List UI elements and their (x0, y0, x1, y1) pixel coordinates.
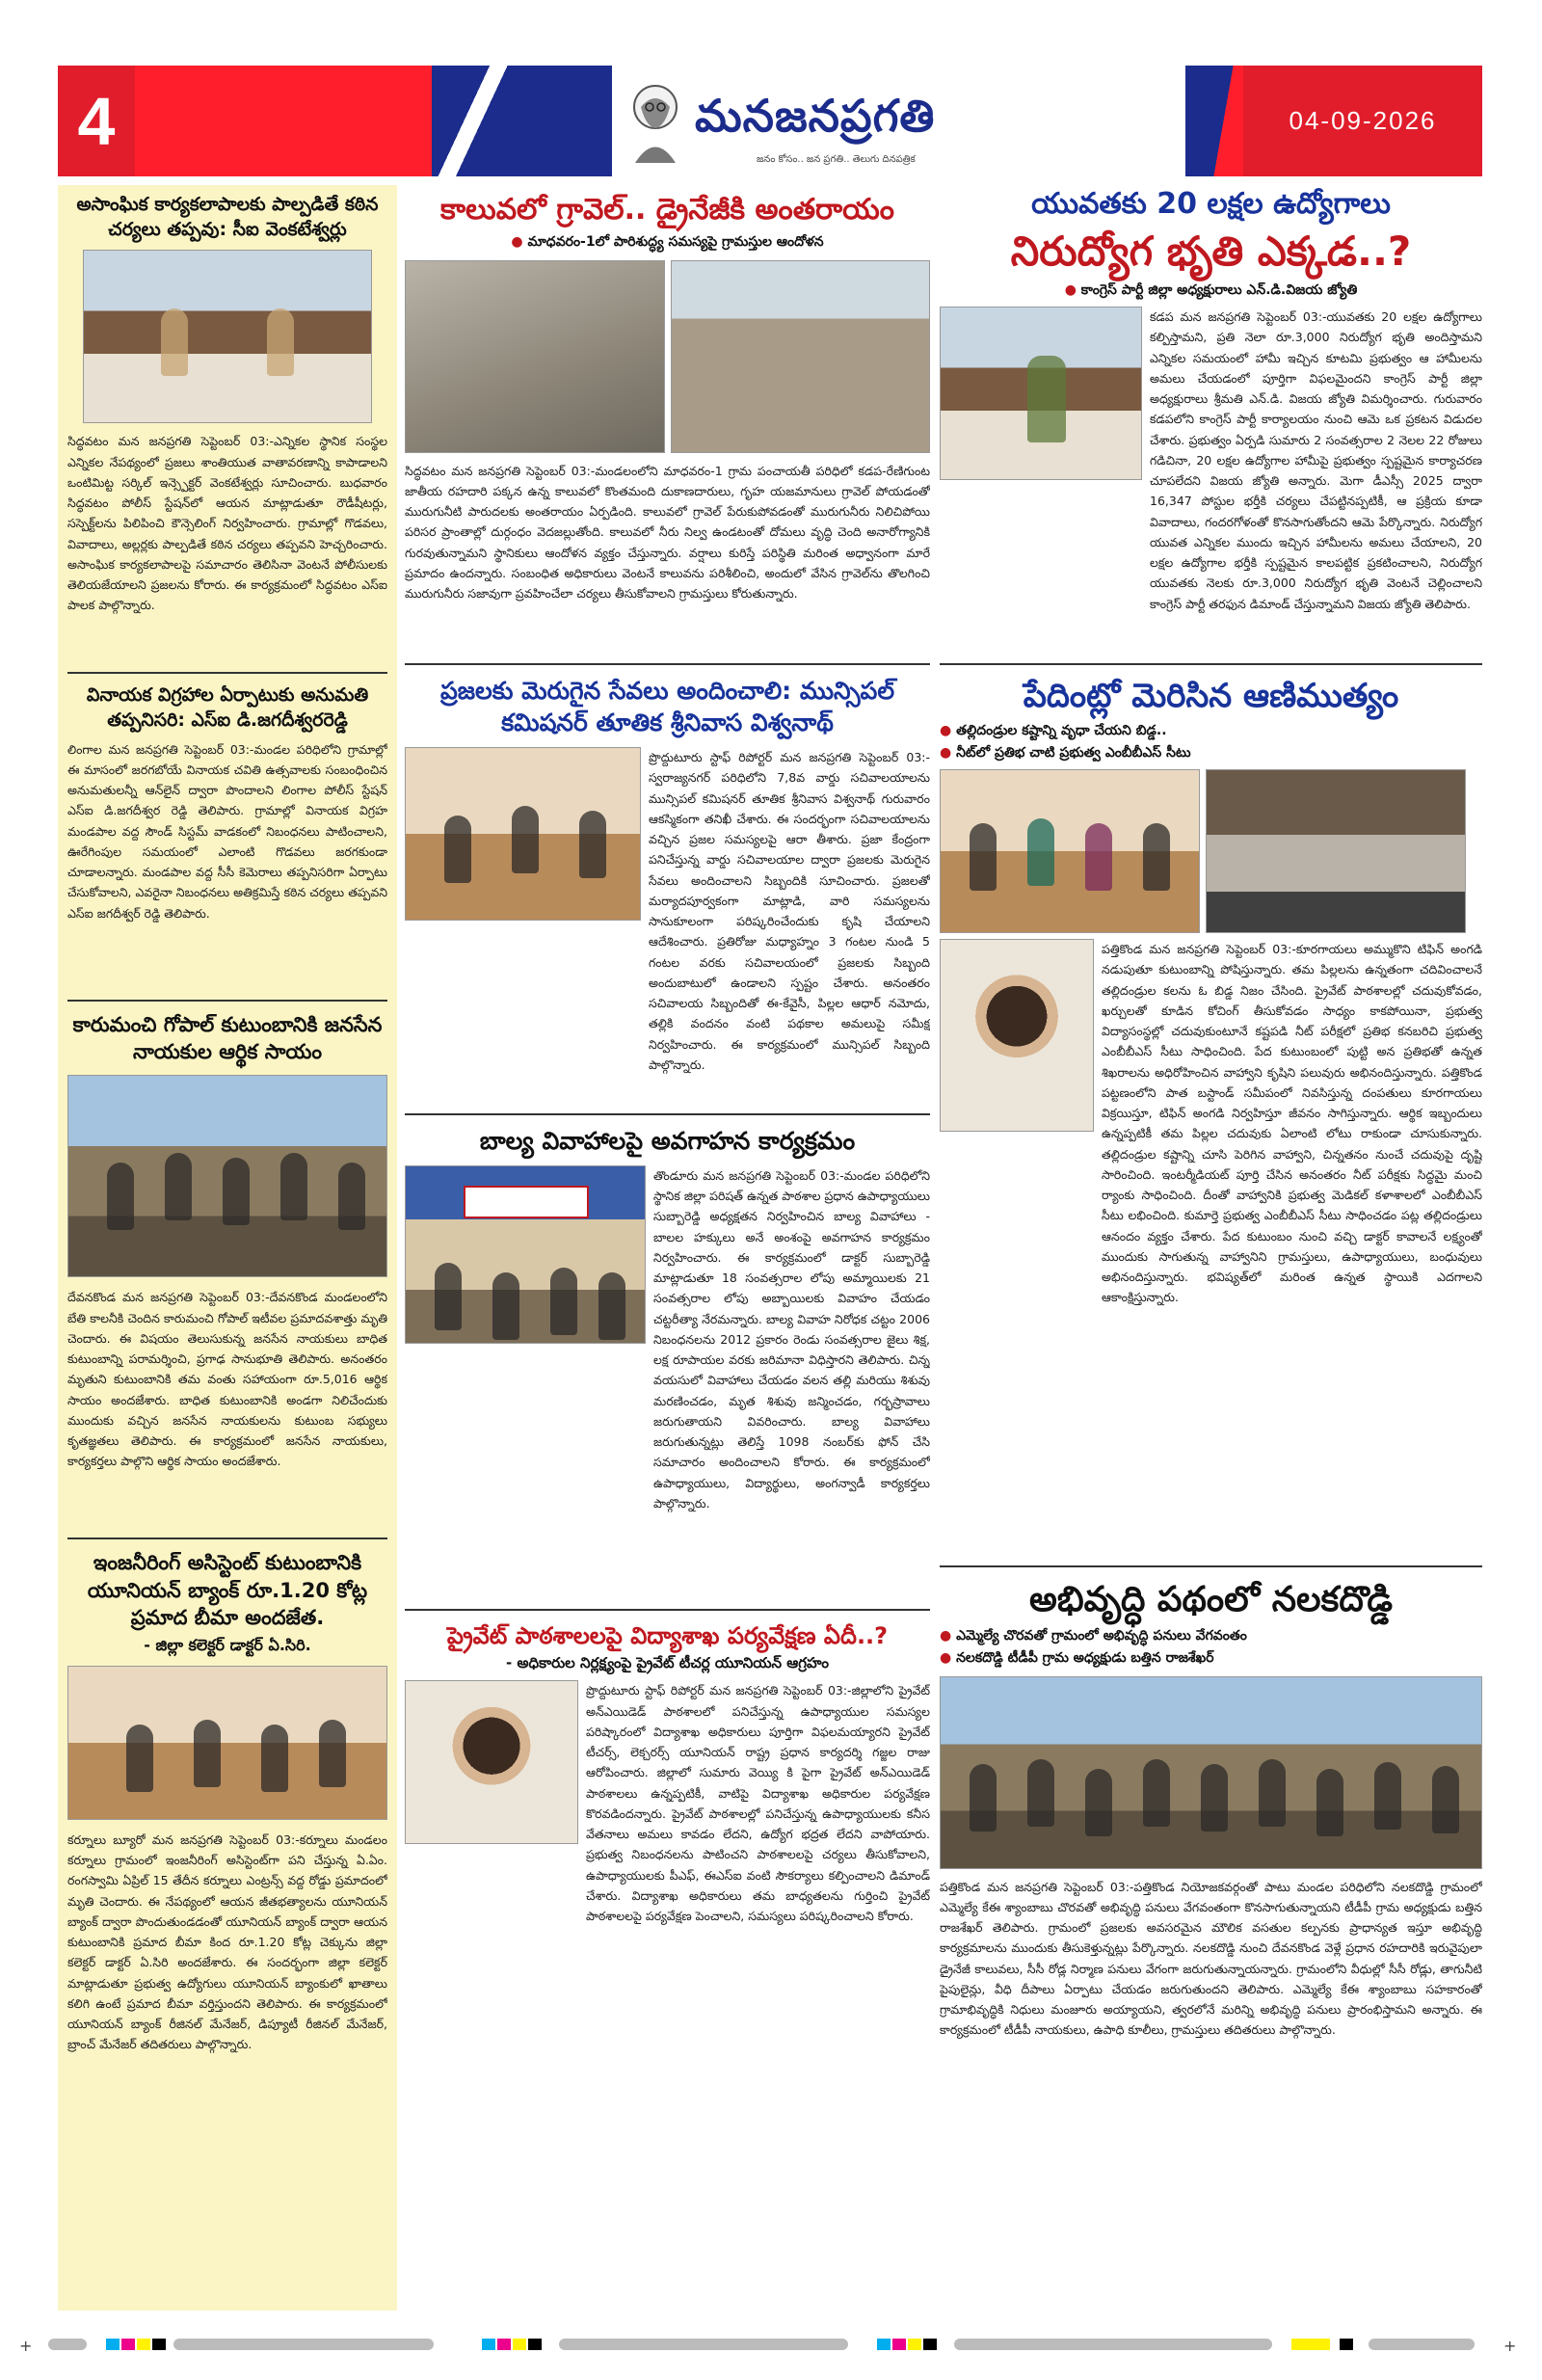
headline: కారుమంచి గోపాల్ కుటుంబానికి జనసేన నాయకుల ఆర్థిక సాయం (72, 1012, 383, 1063)
article-child-marriage (405, 1125, 930, 1599)
article-photo-student (940, 939, 1094, 1132)
article-photo (940, 307, 1142, 480)
article-photo-right (671, 260, 931, 453)
article-body: ప్రొద్దుటూరు స్టాఫ్ రిపోర్టర్ మన జనప్రగతి సెప్టెంబర్ 03:-జిల్లాలోని ప్రైవేట్ అన్ఎయిడెడ్ పాఠశాలలో పనిచేస్తున్న ఉపాధ్యాయుల సమస్యల పరిష్కారంలో విద్యాశాఖ అధికారులు పూర్తిగా విఫలమయ్యారని ప్రైవేట్ టీచర్స్, లెక్చరర్స్ యూనియన్ రాష్ట్ర ప్రధాన కార్యదర్శి గజ్జల రాజు ఆరోపించారు. జిల్లాలో సుమారు వెయ్యి కి పైగా ప్రైవేట్ అన్ఎయిడెడ్ పాఠశాలలు ఉన్నప్పటికీ, వాటిపై విద్యాశాఖ అధికారుల పర్యవేక్షణ కొరవడిందన్నారు. ప్రైవేట్ పాఠశాలల్లో పనిచేస్తున్న ఉపాధ్యాయులకు కనీస వేతనాలు అమలు కావడం లేదని, ఉద్యోగ భద్రత లేదని వాపోయారు. ప్రభుత్వ నిబంధనలను పాటించని పాఠశాలలపై చర్యలు తీసుకోవాలని, ఉపాధ్యాయులకు పీఎఫ్, ఈఎస్ఐ వంటి సౌకర్యాలు కల్పించాలని డిమాండ్ చేశారు. విద్యాశాఖ అధికారులు తమ బాధ్యతలను గుర్తించి ప్రైవేట్ పాఠశాలలపై పర్యవేక్షణ పెంచాలని, సమస్యలు పరిష్కరించాలని కోరారు. (586, 1683, 930, 1924)
sub-headline-1: ● ఎమ్మెల్యే చొరవతో గ్రామంలో అభివృద్ధి పనులు వేగవంతం (940, 1628, 1482, 1646)
headline: ప్రజలకు మెరుగైన సేవలు అందించాలి: మున్సిపల్ కమిషనర్ తూతిక శ్రీనివాస విశ్వనాథ్ (439, 676, 895, 737)
article-photo (405, 1165, 646, 1344)
headline: అసాంఘిక కార్యకలాపాలకు పాల్పడితే కఠిన చర్యలు తప్పవు: సీఐ వెంకటేశ్వర్లు (76, 194, 379, 240)
headline: కాలువలో గ్రావెల్.. డ్రైనేజీకి అంతరాయం (440, 193, 894, 227)
byline: - జిల్లా కలెక్టర్ డాక్టర్ ఏ.సిరి. (144, 1636, 311, 1655)
article-body: దేవనకొండ మన జనప్రగతి సెప్టెంబర్ 03:-దేవనకొండ మండలంలోని బేతి కాలనీకి చెందిన కారుమంచి గోపాల్ ఇటీవల ప్రమాదవశాత్తు మృతి చెందారు. ఈ విషయం తెలుసుకున్న జనసేన నాయకులు బాధిత కుటుంబాన్ని పరామర్శించి, ప్రగాఢ సానుభూతి తెలిపారు. అనంతరం మృతుని కుటుంబానికి తమ వంతు సహాయంగా రూ.5,016 ఆర్థిక సాయం అందజేశారు. బాధిత కుటుంబానికి అండగా నిలిచేందుకు ముందుకు వచ్చిన జనసేన నాయకులను కుటుంబ సభ్యులు కృతజ్ఞతలు తెలిపారు. ఈ కార్యక్రమంలో జనసేన నాయకులు, కార్యకర్తలు పాల్గొని ఆర్థిక సాయం అందజేశారు. (67, 1290, 387, 1469)
article-photo (83, 250, 372, 423)
article-insurance-cheque (67, 1549, 387, 2148)
article-photo (67, 1075, 387, 1277)
middle-column (405, 185, 930, 2066)
article-janasena-aid (67, 1011, 387, 1529)
issue-date: 04-09-2026 (1243, 66, 1482, 176)
divider (67, 1000, 387, 1002)
headline: అభివృద్ధి పథంలో నలకదొడ్డి (1029, 1580, 1393, 1620)
divider (67, 672, 387, 674)
article-unemployment-allowance (940, 185, 1482, 654)
paper-logo (612, 66, 1238, 176)
article-photo-family (940, 769, 1200, 933)
headline: బాల్య వివాహాలపై అవగాహన కార్యక్రమం (479, 1127, 856, 1155)
sub-headline-2: ● నలకదొడ్డి టీడీపీ గ్రామ అధ్యక్షుడు బత్తిన రాజశేఖర్ (940, 1650, 1482, 1669)
article-body: తొండూరు మన జనప్రగతి సెప్టెంబర్ 03:-మండల పరిధిలోని స్థానిక జిల్లా పరిషత్ ఉన్నత పాఠశాల ప్రధాన ఉపాధ్యాయులు సుబ్బారెడ్డి అధ్యక్షతన నిర్వహించిన బాల్య వివాహాలు - బాలల హక్కులు అనే అంశంపై అవగాహన కార్యక్రమం నిర్వహించారు. ఈ కార్యక్రమంలో డాక్టర్ సుబ్బారెడ్డి మాట్లాడుతూ 18 సంవత్సరాల లోపు అమ్మాయిలకు 21 సంవత్సరాల లోపు అబ్బాయిలకు వివాహం చేయడం చట్టరీత్యా నేరమన్నారు. బాల్య వివాహ నిరోధక చట్టం 2006 నిబంధనలను 2012 ప్రకారం రెండు సంవత్సరాల జైలు శిక్ష, లక్ష రూపాయల వరకు జరిమానా విధిస్తారని తెలిపారు. చిన్న వయసులో వివాహాలు చేయడం వలన తల్లి మరియు శిశువు మరణించడం, మృత శిశువు జన్మించడం, గర్భస్రావాలు జరుగుతాయని వివరించారు. బాల్య వివాహాలు జరుగుతున్నట్లు తెలిస్తే 1098 నంబర్‌కు ఫోన్ చేసి సమాచారం అందించాలని కోరారు. ఈ కార్యక్రమంలో ఉపాధ్యాయులు, విద్యార్థులు, అంగన్వాడీ కార్యకర్తలు పాల్గొన్నారు. (653, 1167, 930, 1511)
headline: ప్రైవేట్ పాఠశాలలపై విద్యాశాఖ పర్యవేక్షణ ఏదీ..? (446, 1621, 889, 1649)
print-registration-strip (0, 2335, 1542, 2354)
headline: వినాయక విగ్రహాల ఏర్పాటుకు అనుమతి తప్పనిసరి: ఎస్ఐ డి.జగదీశ్వరరెడ్డి (86, 684, 369, 731)
article-nalakadoddi-development (940, 1577, 1482, 2137)
article-photo (940, 1676, 1482, 1869)
article-body: కర్నూలు బ్యూరో మన జనప్రగతి సెప్టెంబర్ 03:-కర్నూలు మండలం కర్నూలు గ్రామంలో ఇంజనీరింగ్ అసిస్టెంట్‌గా పని చేస్తున్న ఏ.ఏం. రంగస్వామి ఏప్రిల్ 15 తేదీన కర్నూలు ఎంట్రన్స్ వద్ద రోడ్డు ప్రమాదంలో మృతి చెందారు. ఈ నేపథ్యంలో ఆయన జీతభత్యాలను యూనియన్ బ్యాంక్ ద్వారా పొందుతుండడంతో యూనియన్ బ్యాంక్ ద్వారా ఆయన కుటుంబానికి ప్రమాద బీమా కింద రూ.1.20 కోట్ల చెక్కును జిల్లా కలెక్టర్ డాక్టర్ ఏ.సిరి అందజేశారు. ఈ సందర్భంగా జిల్లా కలెక్టర్ మాట్లాడుతూ ప్రభుత్వ ఉద్యోగులు యూనియన్ బ్యాంకులో ఖాతాలు కలిగి ఉంటే ప్రమాద బీమా వర్తిస్తుందని తెలిపారు. ఈ కార్యక్రమంలో యూనియన్ బ్యాంక్ రీజినల్ మేనేజర్, డిప్యూటీ రీజినల్ మేనేజర్, బ్రాంచ్ మేనేజర్ తదితరులు పాల్గొన్నారు. (67, 1832, 387, 2052)
article-body: సిద్ధవటం మన జనప్రగతి సెప్టెంబర్ 03:-మండలంలోని మాధవరం-1 గ్రామ పంచాయతీ పరిధిలో కడప-రేణిగుంట జాతీయ రహదారి పక్కన ఉన్న కాలువలో కొంతమంది దుకాణదారులు, గృహ యజమానులు గ్రావెల్ పోయడంతో మురుగునీటి పారుదలకు అంతరాయం ఏర్పడింది. కాలువలో గ్రావెల్ పేరుకుపోవడంతో మురుగునీరు నిలిచిపోయి పరిసర ప్రాంతాల్లో దుర్గంధం వెదజల్లుతోంది. కాలువలో నీరు నిల్వ ఉండటంతో దోమలు వృద్ధి చెంది అనారోగ్యానికి గురవుతున్నామని స్థానికులు ఆందోళన వ్యక్తం చేస్తున్నారు. వర్షాలు కురిస్తే పరిస్థితి మరింత అధ్వానంగా మారే ప్రమాదం ఉందన్నారు. సంబంధిత అధికారులు వెంటనే కాలువను పరిశీలించి, అందులో వేసిన గ్రావెల్‌ను తొలగించి మురుగునీరు సజావుగా ప్రవహించేలా చర్యలు తీసుకోవాలని గ్రామస్తులు కోరుతున్నారు. (405, 463, 930, 601)
masthead (58, 66, 1482, 176)
paper-tagline: జనం కోసం.. జన ప్రగతి.. తెలుగు దినపత్రిక (757, 154, 916, 165)
article-private-schools (405, 1620, 930, 2067)
article-vinayaka-permission (67, 683, 387, 989)
right-column (940, 185, 1482, 2137)
sub-headline: ● కాంగ్రెస్ పార్టీ జిల్లా అధ్యక్షురాలు ఎన్.డి.విజయ జ్యోతి (940, 282, 1482, 301)
headline: పేదింట్లో మెరిసిన ఆణిముత్యం (1023, 677, 1399, 716)
headline: నిరుద్యోగ భృతి ఎక్కడ..? (1010, 227, 1412, 275)
registration-cross-icon: + (1503, 2337, 1517, 2355)
headline: ఇంజనీరింగ్ అసిస్టెంట్ కుటుంబానికి యూనియన్ బ్యాంక్ రూ.1.20 కోట్ల ప్రమాద బీమా అందజేత. (87, 1551, 368, 1629)
registration-cross-icon: + (19, 2337, 33, 2355)
article-municipal-commissioner (405, 675, 930, 1105)
article-ci-warning (67, 193, 387, 662)
article-photo (405, 747, 641, 921)
article-gravel-drainage (405, 191, 930, 654)
article-photo (405, 1680, 578, 1844)
divider (67, 1538, 387, 1539)
article-body: లింగాల మన జనప్రగతి సెప్టెంబర్ 03:-మండల పరిధిలోని గ్రామాల్లో ఈ మాసంలో జరగబోయే వినాయక చవితి ఉత్సవాలకు సంబంధించిన అనుమతులన్నీ ఆన్‌లైన్ ద్వారా పొందాలని లింగాల పోలీస్ స్టేషన్ ఎస్ఐ డి.జగదీశ్వర రెడ్డి తెలిపారు. గ్రామాల్లో వినాయక విగ్రహ మండపాల వద్ద సౌండ్ సిస్టమ్ వాడకంలో నిబంధనలు పాటించాలని, ఊరేగింపుల సమయంలో ఎలాంటి గొడవలు జరగకుండా చూడాలన్నారు. మండపాల వద్ద సీసీ కెమెరాలు తప్పనిసరిగా ఏర్పాటు చేసుకోవాలని, ఎవరైనా నిబంధనలు అతిక్రమిస్తే కఠిన చర్యలు తప్పవని ఎస్ఐ జగదీశ్వర్ రెడ్డి తెలిపారు. (67, 741, 387, 921)
divider (405, 1113, 930, 1115)
kicker: యువతకు 20 లక్షల ఉద్యోగాలు (1031, 187, 1391, 221)
masthead-stripe-left (135, 66, 675, 176)
sub-headline-1: ● తల్లిదండ్రుల కష్టాన్ని వృధా చేయని బిడ్డ.. (940, 723, 1482, 741)
divider (405, 1609, 930, 1611)
sub-headline: ● మాధవరం-1లో పారిశుద్ధ్య సమస్యపై గ్రామస్తుల ఆందోళన (405, 234, 930, 253)
divider (940, 663, 1482, 665)
byline: - అధికారుల నిర్లక్ష్యంపై ప్రైవేట్ టీచర్ల యూనియన్ ఆగ్రహం (506, 1654, 829, 1672)
paper-name: మనజనప్రగతి (695, 89, 936, 142)
article-photo-left (405, 260, 665, 453)
article-neet-achiever (940, 675, 1482, 1556)
left-column (58, 185, 397, 2311)
article-photo (67, 1666, 387, 1820)
article-body: కడప మన జనప్రగతి సెప్టెంబర్ 03:-యువతకు 20 లక్షల ఉద్యోగాలు కల్పిస్తామని, ప్రతి నెలా రూ.3,000 నిరుద్యోగ భృతి అందిస్తామని ఎన్నికల సమయంలో హామీ ఇచ్చిన కూటమి ప్రభుత్వం ఆ హామీలను అమలు చేయడంలో పూర్తిగా విఫలమైందని కాంగ్రెస్ పార్టీ జిల్లా అధ్యక్షురాలు శ్రీమతి ఎన్.డి. విజయ జ్యోతి విమర్శించారు. గురువారం కడపలోని కాంగ్రెస్ పార్టీ కార్యాలయం నుంచి ఆమె ఒక ప్రకటన విడుదల చేశారు. ప్రభుత్వం ఏర్పడి సుమారు 2 సంవత్సరాల 2 నెలల 22 రోజులు గడిచినా, 20 లక్షల ఉద్యోగాల హామీపై ప్రభుత్వం స్పష్టమైన కార్యాచరణ చూపలేదని విజయ జ్యోతి అన్నారు. మెగా డీఎస్సీ 2025 ద్వారా 16,347 పోస్టుల భర్తీకి చర్యలు చేపట్టినప్పటికీ, ఆ ప్రక్రియ కూడా వివాదాలు, గందరగోళంతో కొనసాగుతోందని ఆమె పేర్కొన్నారు. నిరుద్యోగ యువత ఎన్నికల ముందు ఇచ్చిన హామీలను అమలు చేయాలని, 20 లక్షల ఉద్యోగాల భర్తీకి స్పష్టమైన కాలపట్టిక ప్రకటించాలని, నిరుద్యోగ యువతకు నెలకు రూ.3,000 నిరుద్యోగ భృతి వెంటనే చెల్లించాలని కాంగ్రెస్ పార్టీ తరఫున డిమాండ్ చేస్తున్నామని విజయ జ్యోతి తెలిపారు. (1150, 309, 1482, 611)
article-body: ప్రొద్దుటూరు స్టాఫ్ రిపోర్టర్ మన జనప్రగతి సెప్టెంబర్ 03:-స్వరాజ్యనగర్ పరిధిలోని 7,8వ వార్డు సచివాలయాలను మున్సిపల్ కమిషనర్ తూతిక శ్రీనివాస విశ్వనాథ్ గురువారం ఆకస్మికంగా తనిఖీ చేశారు. ఈ సందర్భంగా సచివాలయాలను వచ్చిన ప్రజల సమస్యలపై ఆరా తీశారు. ప్రజా కేంద్రంగా పనిచేస్తున్న వార్డు సచివాలయాల ద్వారా ప్రజలకు మెరుగైన సేవలు అందించాలని సిబ్బందికి సూచించారు. ప్రజలతో మర్యాదపూర్వకంగా మాట్లాడి, వారి సమస్యలను సానుకూలంగా పరిష్కరించేందుకు కృషి చేయాలని ఆదేశించారు. ప్రతిరోజు మధ్యాహ్నం 3 గంటల నుండి 5 గంటల వరకు సచివాలయంలో ప్రజలకు సిబ్బంది అందుబాటులో ఉండాలని స్పష్టం చేశారు. అనంతరం సచివాలయ సిబ్బందితో ఈ-కేవైసీ, పిల్లల ఆధార్ నమోదు, తల్లికి వందనం వంటి పథకాల అమలుపై సమీక్ష నిర్వహించారు. ఈ కార్యక్రమంలో మున్సిపల్ సిబ్బంది పాల్గొన్నారు. (649, 750, 930, 1072)
gandhi-logo-icon (622, 78, 689, 165)
article-photo-stall (1206, 769, 1466, 933)
page-number: 4 (58, 66, 135, 176)
sub-headline-2: ● నీట్‌లో ప్రతిభ చాటి ప్రభుత్వ ఎంబీబీఎస్ సీటు (940, 745, 1482, 763)
divider (405, 663, 930, 665)
article-body: పత్తికొండ మన జనప్రగతి సెప్టెంబర్ 03:-కూరగాయలు అమ్ముకొని టిఫిన్ అంగడి నడుపుతూ కుటుంబాన్ని పోషిస్తున్నారు. తమ పిల్లలను ఉన్నతంగా చదివించాలనే తల్లిదండ్రుల కలను ఓ బిడ్డ నిజం చేసింది. ప్రైవేట్ పాఠశాలల్లో చదువుకోవడం, ఖర్చులతో కూడిన కోచింగ్ తీసుకోవడం సాధ్యం కాకపోయినా, ప్రభుత్వ విద్యాసంస్థల్లో చదువుకుంటూనే కష్టపడి నీట్ పరీక్షలో ప్రతిభ కనబరిచి ప్రభుత్వ ఎంబీబీఎస్ సీటు సాధించింది. పేద కుటుంబంలో పుట్టి అన ప్రతిభతో ఉన్నత శిఖరాలను అధిరోహించిన వాహ్వాని కృషిని పలువురు అభినందిస్తున్నారు. పత్తికొండ పట్టణంలోని పాత బస్టాండ్ సమీపంలో నివసిస్తున్న దంపతులు కూరగాయలు విక్రయిస్తూ, టిఫిన్ అంగడి నిర్వహిస్తూ జీవనం సాగిస్తున్నారు. ఆర్థిక ఇబ్బందులు ఉన్నప్పటికీ తమ పిల్లల చదువుకు ఏలాంటి లోటు రాకుండా చూసుకున్నారు. తల్లిదండ్రుల కష్టాన్ని చూసి పెరిగిన వాహ్వాని, చిన్నతనం నుంచే చదువుపై దృష్టి సారించింది. ఇంటర్మీడియట్ పూర్తి చేసిన అనంతరం నీట్ పరీక్షకు సిద్ధమై మంచి ర్యాంకు సాధించింది. దీంతో వాహ్వానికి ప్రభుత్వ మెడికల్ కళాశాలలో ఎంబీబీఎస్ సీటు లభించింది. కుమార్తె ప్రభుత్వ ఎంబీబీఎస్ సీటు సాధించడం పట్ల తల్లిదండ్రులు ఆనందం వ్యక్తం చేశారు. పేద కుటుంబం నుంచి వచ్చి డాక్టర్ కావాలనే లక్ష్యంతో ముందుకు సాగుతున్న వాహ్వానిని గ్రామస్తులు, ఉపాధ్యాయులు, బంధువులు అభినందిస్తున్నారు. భవిష్యత్‌లో మరింత ఉన్నత స్థాయికి ఎదగాలని ఆకాంక్షిస్తున్నారు. (1102, 942, 1482, 1305)
divider (940, 1565, 1482, 1567)
article-body: సిద్ధవటం మన జనప్రగతి సెప్టెంబర్ 03:-ఎన్నికల స్థానిక సంస్థల ఎన్నికల నేపథ్యంలో ప్రజలు శాంతియుత వాతావరణాన్ని కాపాడాలని ఒంటిమిట్ట సర్కిల్ ఇన్స్పెక్టర్ వెంకటేశ్వర్లు సూచించారు. బుధవారం సిద్ధవటం పోలీస్ స్టేషన్‌లో ఆయన మాట్లాడుతూ రౌడీషీటర్లు, సస్పెక్ట్‌లను పిలిపించి కౌన్సెలింగ్ నిర్వహించారు. గ్రామాల్లో గొడవలు, వివాదాలు, అల్లర్లకు పాల్పడితే కఠిన చర్యలు తప్పవని హెచ్చరించారు. అసాంఘిక కార్యకలాపాలపై సమాచారం తెలిసినా వెంటనే పోలీసులకు తెలియజేయాలని ప్రజలను కోరారు. ఈ కార్యక్రమంలో సిద్ధవటం ఎస్ఐ పాలక పాల్గొన్నారు. (67, 434, 387, 613)
article-body: పత్తికొండ మన జనప్రగతి సెప్టెంబర్ 03:-పత్తికొండ నియోజకవర్గంతో పాటు మండల పరిధిలోని నలకదొడ్డి గ్రామంలో ఎమ్మెల్యే కేఈ శ్యాంబాబు చొరవతో అభివృద్ధి పనులు వేగవంతంగా కొనసాగుతున్నాయని టీడీపీ గ్రామ అధ్యక్షుడు బత్తిన రాజశేఖర్ తెలిపారు. గ్రామంలో ప్రజలకు అవసరమైన మౌలిక వసతుల కల్పనకు ప్రాధాన్యత ఇస్తూ అభివృద్ధి కార్యక్రమాలను ముందుకు తీసుకెళ్తున్నట్లు పేర్కొన్నారు. నలకదొడ్డి నుంచి దేవనకొండ వెళ్లే ప్రధాన రహదారికి ఇరువైపులా డ్రైనేజీ కాలువలు, సీసీ రోడ్ల నిర్మాణ పనులు వేగంగా జరుగుతున్నాయన్నారు. గ్రామంలోని వీధుల్లో సీసీ రోడ్లు, తాగునీటి పైపులైన్లు, వీధి దీపాలు ఏర్పాటు చేయడం జరుగుతుందని తెలిపారు. ఎమ్మెల్యే కేఈ శ్యాంబాబు సహకారంతో గ్రామాభివృద్ధికి నిధులు మంజూరు అయ్యాయని, త్వరలోనే మరిన్ని అభివృద్ధి పనులు ప్రారంభిస్తామని అన్నారు. ఈ కార్యక్రమంలో టీడీపీ నాయకులు, ఉపాధి కూలీలు, గ్రామస్తులు తదితరులు పాల్గొన్నారు. (940, 1879, 1482, 2038)
